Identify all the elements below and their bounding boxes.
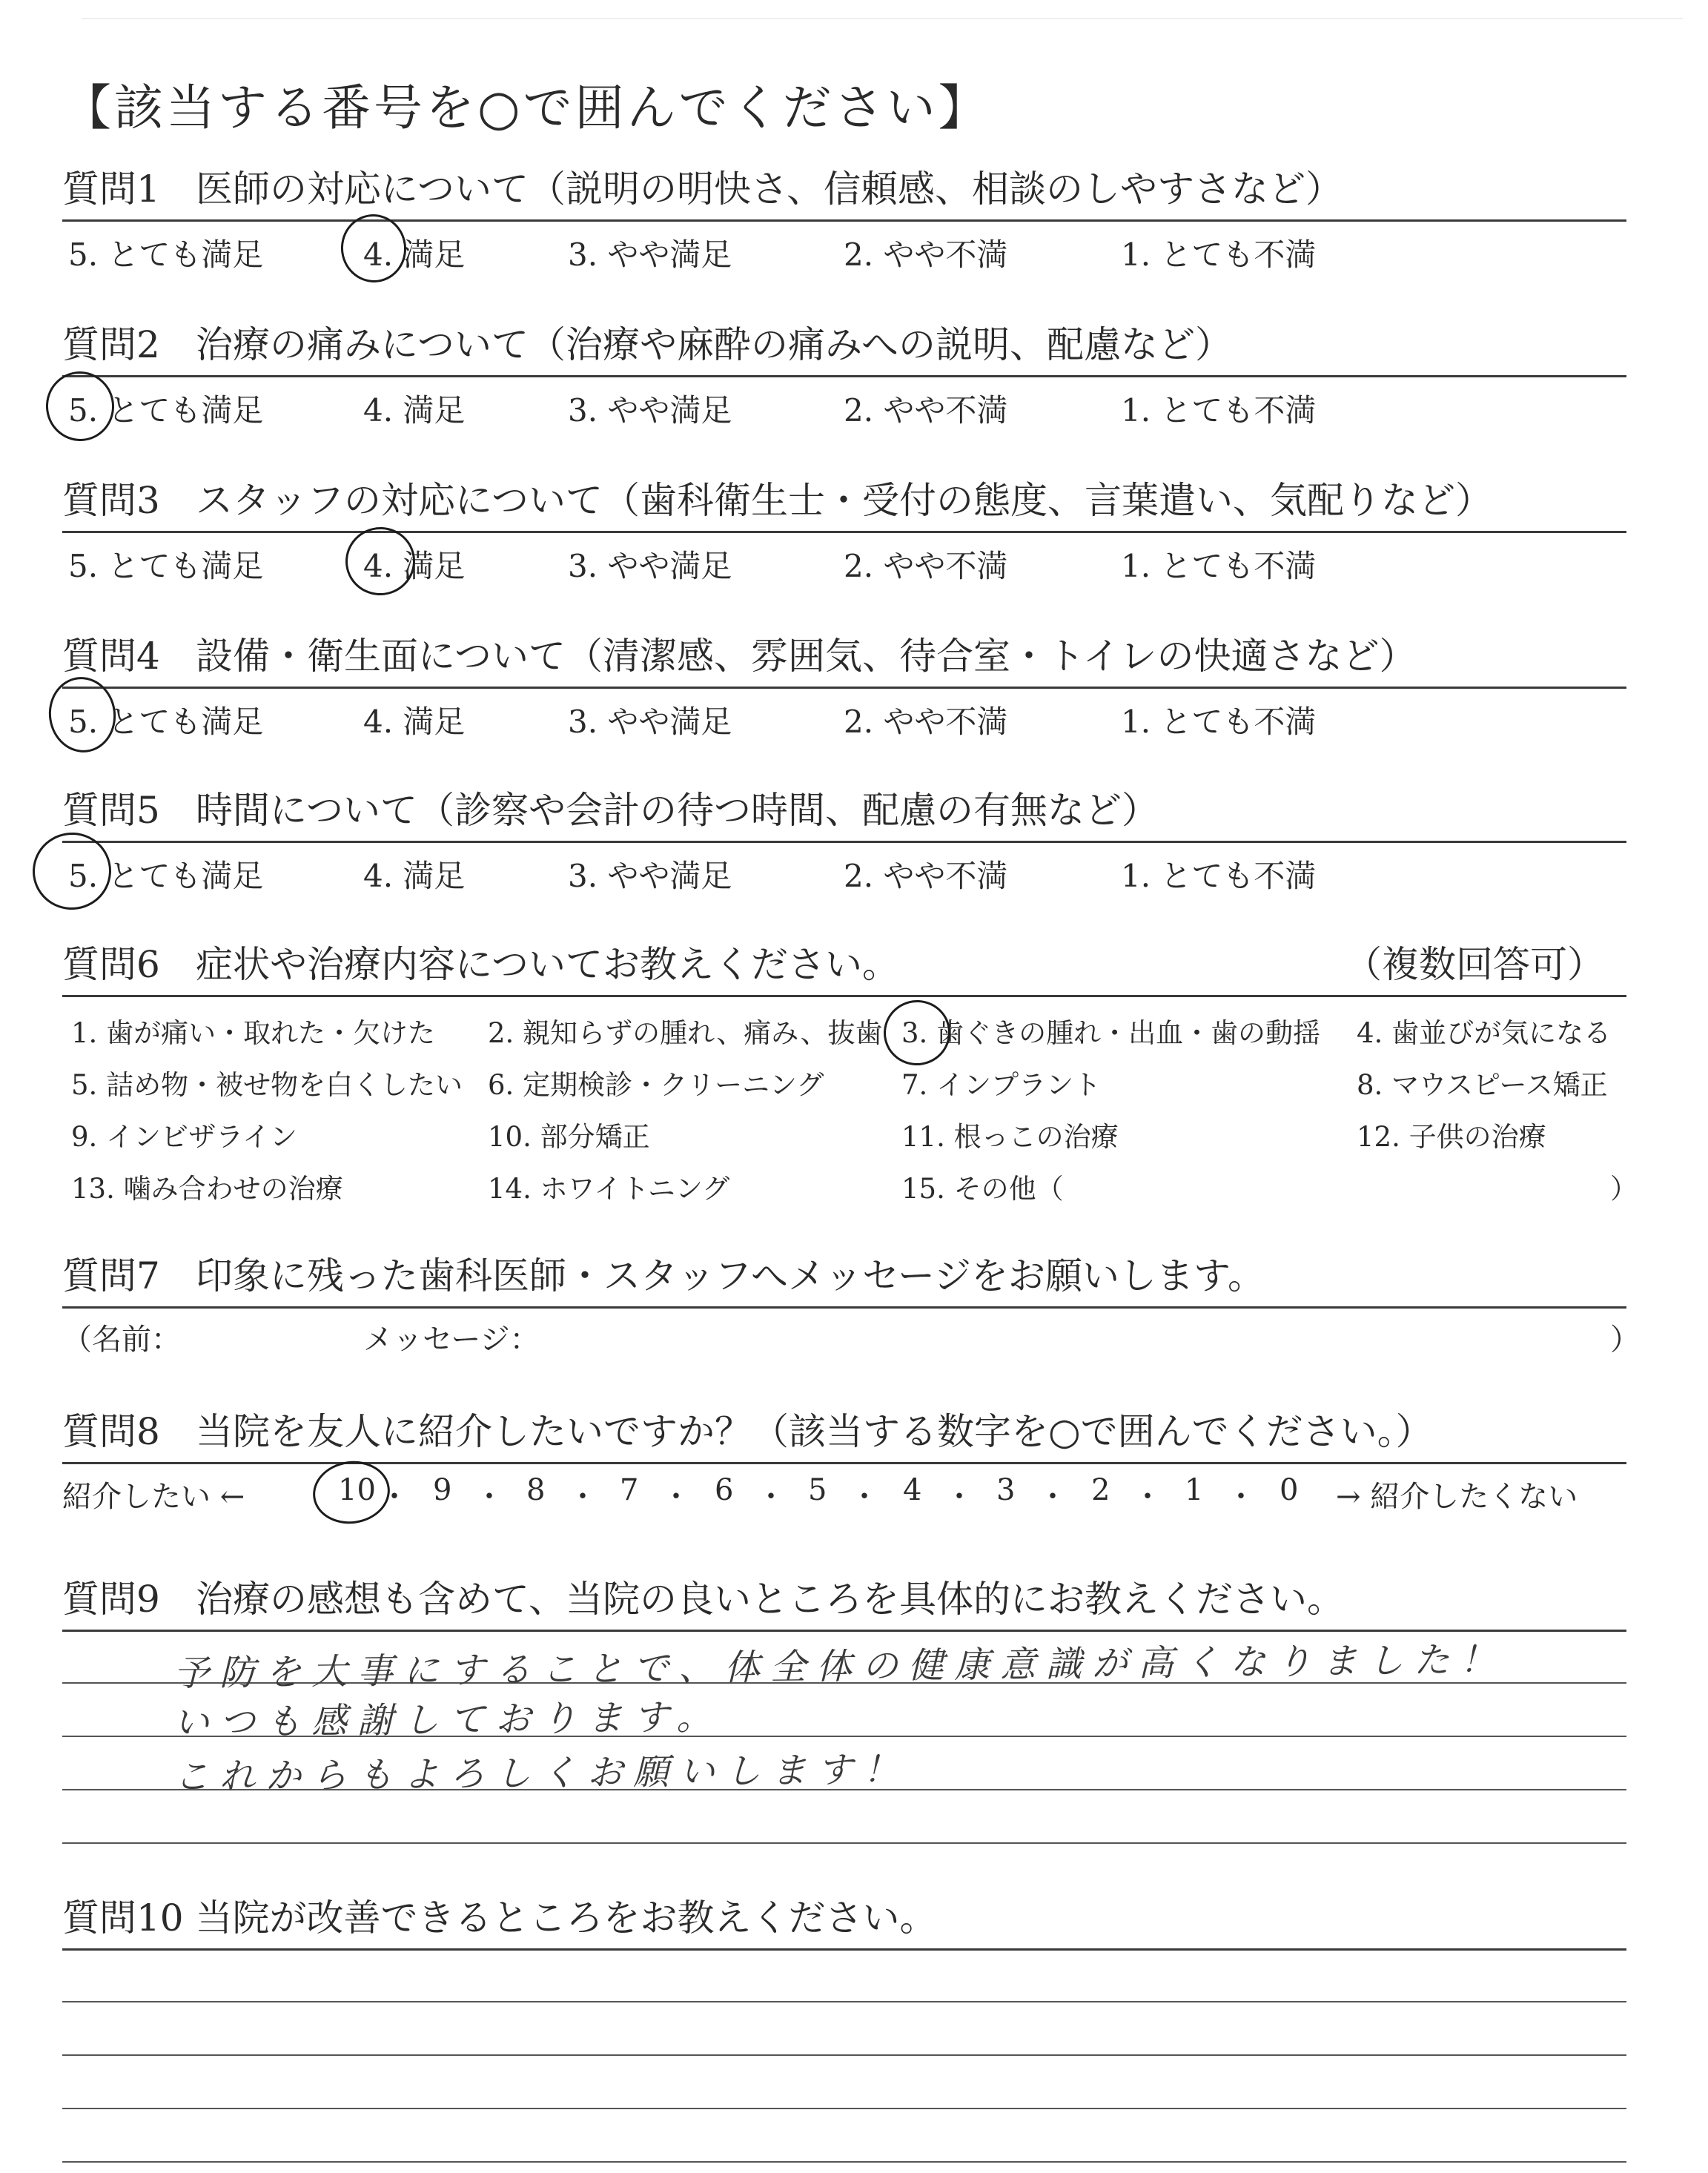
page-top-edge xyxy=(82,18,1683,19)
q6-option-6[interactable]: 6. 定期検診・クリーニング xyxy=(488,1069,824,1101)
question-1-text: 医師の対応について（説明の明快さ、信頼感、相談のしやすさなど） xyxy=(196,168,1343,211)
q6-option-8[interactable]: 8. マウスピース矯正 xyxy=(1357,1069,1608,1101)
question-9-writing-area[interactable] xyxy=(62,1632,1626,1854)
question-5-title xyxy=(62,786,1626,841)
question-2 xyxy=(62,320,1626,429)
q8-separator: ・ xyxy=(1226,1480,1256,1514)
q1-choice-3[interactable]: 3. やや満足 xyxy=(568,237,732,273)
q8-value-5[interactable]: 5 xyxy=(808,1473,827,1507)
q8-separator: ・ xyxy=(850,1480,879,1514)
q6-option-5[interactable]: 5. 詰め物・被せ物を白くしたい xyxy=(71,1069,463,1101)
q4-choice-1[interactable]: 1. とても不満 xyxy=(1121,704,1317,740)
question-5-text: 時間について（診察や会計の待つ時間、配慮の有無など） xyxy=(196,789,1159,832)
q6-option-4[interactable]: 4. 歯並びが気になる xyxy=(1357,1017,1612,1049)
question-9-title xyxy=(62,1575,1626,1630)
question-10-number: 質問10 xyxy=(62,1896,184,1939)
q8-separator: ・ xyxy=(380,1480,409,1514)
question-8-title xyxy=(62,1407,1626,1462)
q8-value-8[interactable]: 8 xyxy=(526,1473,546,1507)
q8-separator: ・ xyxy=(1038,1480,1068,1514)
q8-value-3[interactable]: 3 xyxy=(996,1473,1016,1507)
q1-choice-5[interactable]: 5. とても満足 xyxy=(68,237,264,273)
q5-choice-1[interactable]: 1. とても不満 xyxy=(1121,858,1317,894)
q6-option-2[interactable]: 2. 親知らずの腫れ、痛み、抜歯 xyxy=(488,1017,883,1049)
question-7-answer xyxy=(62,1309,1640,1357)
q1-choice-2[interactable]: 2. やや不満 xyxy=(844,237,1008,273)
question-2-text: 治療の痛みについて（治療や麻酔の痛みへの説明、配慮など） xyxy=(196,323,1232,366)
question-6-note: （複数回答可） xyxy=(1345,943,1604,986)
handwritten-line-2: いつも感謝しております。 xyxy=(173,1696,723,1744)
question-4-choices xyxy=(62,689,1626,738)
q8-separator: ・ xyxy=(1133,1480,1162,1514)
q3-choice-4[interactable]: 4. 満足 xyxy=(363,548,466,584)
q2-choice-3[interactable]: 3. やや満足 xyxy=(568,392,732,429)
question-5-number: 質問5 xyxy=(62,789,160,832)
q6-option-7[interactable]: 7. インプラント xyxy=(901,1069,1102,1101)
question-5 xyxy=(62,786,1626,892)
question-4-title xyxy=(62,632,1626,687)
q6-option-11[interactable]: 11. 根っこの治療 xyxy=(901,1121,1119,1153)
q3-choice-5[interactable]: 5. とても満足 xyxy=(68,548,264,584)
question-8-number: 質問8 xyxy=(62,1410,160,1453)
q4-choice-5[interactable]: 5. とても満足 xyxy=(68,704,264,740)
q6-option-15-close: ） xyxy=(1610,1173,1638,1205)
q8-separator: ・ xyxy=(474,1480,504,1514)
question-4-text: 設備・衛生面について（清潔感、雰囲気、待合室・トイレの快適さなど） xyxy=(196,635,1417,678)
writing-line xyxy=(62,1842,1626,1844)
q6-option-12[interactable]: 12. 子供の治療 xyxy=(1357,1121,1546,1153)
q6-option-9[interactable]: 9. インビザライン xyxy=(71,1121,297,1153)
question-8-text: 当院を友人に紹介したいですか？（該当する数字を○で囲んでください。） xyxy=(196,1410,1433,1453)
question-10-writing-area[interactable] xyxy=(62,1951,1626,2173)
writing-line xyxy=(62,2054,1626,2056)
q4-choice-3[interactable]: 3. やや満足 xyxy=(568,704,732,740)
question-9 xyxy=(62,1575,1626,1854)
q5-choice-4[interactable]: 4. 満足 xyxy=(363,858,466,894)
q8-value-9[interactable]: 9 xyxy=(433,1473,452,1507)
q8-right-label: → 紹介したくない xyxy=(1336,1480,1578,1514)
q5-choice-2[interactable]: 2. やや不満 xyxy=(844,858,1008,894)
question-7-number: 質問7 xyxy=(62,1254,160,1297)
q8-value-7[interactable]: 7 xyxy=(620,1473,639,1507)
q3-choice-3[interactable]: 3. やや満足 xyxy=(568,548,732,584)
q6-option-15[interactable]: 15. その他（ xyxy=(901,1173,1064,1205)
q8-value-1[interactable]: 1 xyxy=(1185,1473,1204,1507)
writing-line xyxy=(62,2108,1626,2109)
question-6-options xyxy=(62,997,1638,1212)
q8-separator: ・ xyxy=(756,1480,786,1514)
q5-choice-3[interactable]: 3. やや満足 xyxy=(568,858,732,894)
q2-choice-2[interactable]: 2. やや不満 xyxy=(844,392,1008,429)
question-1-title xyxy=(62,165,1626,219)
question-4 xyxy=(62,632,1626,738)
question-6-title xyxy=(62,940,1626,995)
q8-left-label: 紹介したい ← xyxy=(62,1480,245,1514)
q2-choice-1[interactable]: 1. とても不満 xyxy=(1121,392,1317,429)
handwritten-line-3: これからもよろしくお願いします！ xyxy=(173,1748,910,1799)
question-7-text: 印象に残った歯科医師・スタッフへメッセージをお願いします。 xyxy=(196,1254,1265,1297)
question-6 xyxy=(62,940,1638,1212)
q2-choice-4[interactable]: 4. 満足 xyxy=(363,392,466,429)
question-3-number: 質問3 xyxy=(62,479,160,522)
question-8-scale xyxy=(62,1464,1626,1512)
q7-name-label[interactable]: （名前： xyxy=(62,1323,181,1357)
question-3-text: スタッフの対応について（歯科衛生士・受付の態度、言葉遣い、気配りなど） xyxy=(196,479,1492,522)
question-3-choices xyxy=(62,533,1626,582)
question-7 xyxy=(62,1251,1640,1357)
q8-separator: ・ xyxy=(944,1480,974,1514)
question-8 xyxy=(62,1407,1626,1512)
q4-choice-4[interactable]: 4. 満足 xyxy=(363,704,466,740)
q6-option-14[interactable]: 14. ホワイトニング xyxy=(488,1173,730,1205)
handwritten-line-1: 予防を大事にすることで、体全体の健康意識が高くなりました！ xyxy=(173,1638,1506,1695)
q5-choice-5[interactable]: 5. とても満足 xyxy=(68,858,264,894)
question-3 xyxy=(62,476,1626,582)
q8-separator: ・ xyxy=(568,1480,598,1514)
question-4-number: 質問4 xyxy=(62,635,160,678)
q8-value-6[interactable]: 6 xyxy=(715,1473,734,1507)
q8-separator: ・ xyxy=(661,1480,691,1514)
question-10-text: 当院が改善できるところをお教えください。 xyxy=(195,1896,937,1939)
q3-choice-2[interactable]: 2. やや不満 xyxy=(844,548,1008,584)
writing-line xyxy=(62,2161,1626,2163)
question-3-title xyxy=(62,476,1626,531)
q8-value-0[interactable]: 0 xyxy=(1280,1473,1299,1507)
question-1-number: 質問1 xyxy=(62,168,160,211)
q3-choice-1[interactable]: 1. とても不満 xyxy=(1121,548,1317,584)
q7-close-paren: ） xyxy=(1610,1323,1640,1357)
question-6-text: 症状や治療内容についてお教えください。 xyxy=(196,943,899,986)
question-1 xyxy=(62,165,1626,271)
question-1-choices xyxy=(62,222,1626,271)
question-9-number: 質問9 xyxy=(62,1578,160,1621)
q2-choice-5[interactable]: 5. とても満足 xyxy=(68,392,264,429)
question-9-text: 治療の感想も含めて、当院の良いところを具体的にお教えください。 xyxy=(196,1578,1344,1621)
q8-value-10[interactable]: 10 xyxy=(338,1473,376,1507)
q6-option-1[interactable]: 1. 歯が痛い・取れた・欠けた xyxy=(71,1017,436,1049)
q8-value-2[interactable]: 2 xyxy=(1091,1473,1110,1507)
question-10-title xyxy=(62,1893,1626,1948)
form-heading: 【該当する番号を○で囲んでください】 xyxy=(62,79,990,136)
question-7-title xyxy=(62,1251,1626,1306)
question-6-number: 質問6 xyxy=(62,943,160,986)
question-5-choices xyxy=(62,843,1626,892)
q6-option-10[interactable]: 10. 部分矯正 xyxy=(488,1121,650,1153)
writing-line xyxy=(62,2001,1626,2002)
q8-value-4[interactable]: 4 xyxy=(903,1473,922,1507)
question-2-title xyxy=(62,320,1626,375)
question-10 xyxy=(62,1893,1626,2173)
q4-choice-2[interactable]: 2. やや不満 xyxy=(844,704,1008,740)
q6-option-3[interactable]: 3. 歯ぐきの腫れ・出血・歯の動揺 xyxy=(901,1017,1321,1049)
q1-choice-4[interactable]: 4. 満足 xyxy=(363,237,466,273)
q6-option-13[interactable]: 13. 噛み合わせの治療 xyxy=(71,1173,343,1205)
question-2-number: 質問2 xyxy=(62,323,160,366)
q7-message-label[interactable]: メッセージ： xyxy=(363,1323,540,1357)
q1-choice-1[interactable]: 1. とても不満 xyxy=(1121,237,1317,273)
question-2-choices xyxy=(62,377,1626,429)
